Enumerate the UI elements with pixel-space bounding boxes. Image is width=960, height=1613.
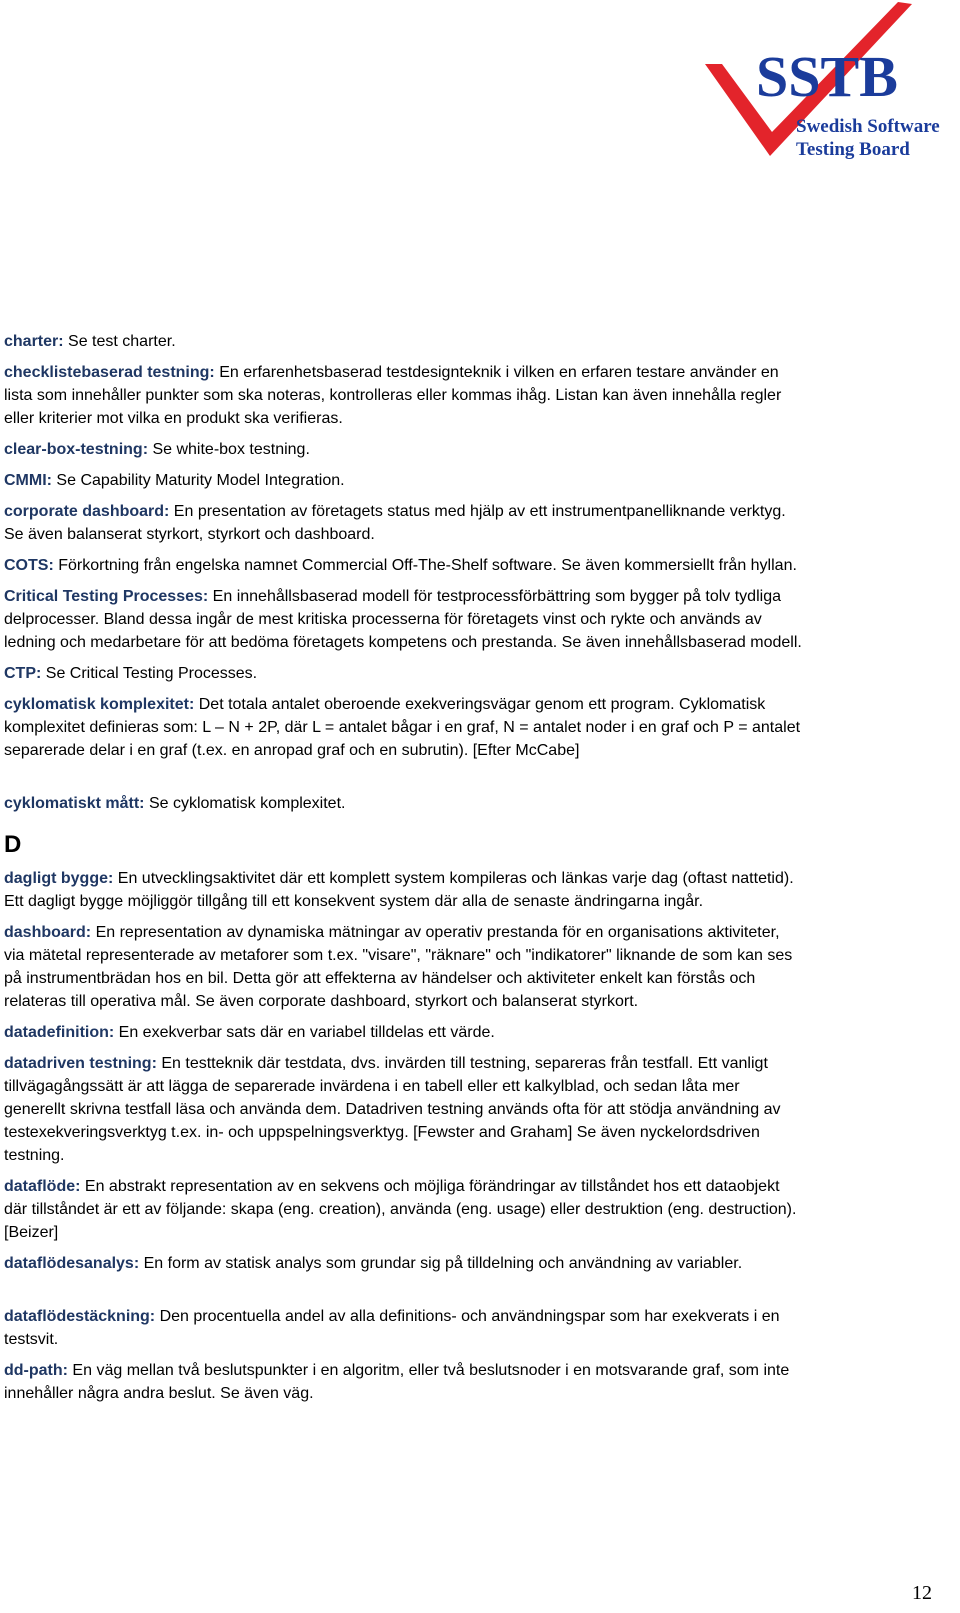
logo-subtitle-line2: Testing Board <box>796 139 910 160</box>
glossary-definition: Se test charter. <box>63 333 176 350</box>
glossary-definition: Se white-box testning. <box>148 441 310 458</box>
logo-subtitle-line1: Swedish Software <box>796 116 940 137</box>
glossary-term: datadefinition: <box>4 1024 115 1041</box>
glossary-entry <box>4 1175 804 1244</box>
glossary-entry <box>4 662 804 685</box>
glossary-term: checklistebaserad testning: <box>4 364 215 381</box>
glossary-term: clear-box-testning: <box>4 441 149 458</box>
glossary-entry <box>4 792 804 815</box>
glossary-term: datadriven testning: <box>4 1055 157 1072</box>
glossary-definition: En erfarenhetsbaserad testdesignteknik i vilken en erfaren testare använder en lista som innehåller punkter som ska noteras, kontrolleras eller kommas ihåg. Listan kan även innehålla regler eller kriterier mot vilka en produkt ska verifieras. <box>4 364 782 427</box>
glossary-term: dd-path: <box>4 1362 68 1379</box>
glossary-definition: En innehållsbaserad modell för testprocessförbättring som bygger på tolv tydliga delprocesser. Bland dessa ingår de mest kritiska processerna för företagets vinst och rykte och används av ledning och medarbetare för att bedöma företagets kompetens och prestanda. Se även innehållsbaserad modell. <box>4 588 802 651</box>
glossary-definition: Se Capability Maturity Model Integration. <box>51 472 345 489</box>
glossary-entry <box>4 500 804 546</box>
glossary-definition: Se Critical Testing Processes. <box>41 665 258 682</box>
logo-wordmark: SSTB <box>756 44 898 109</box>
glossary-entry <box>4 361 804 430</box>
glossary-term: CMMI: <box>4 472 52 489</box>
glossary-entry <box>4 330 804 353</box>
glossary-definition: En exekverbar sats där en variabel tilldelas ett värde. <box>114 1024 495 1041</box>
glossary-definition: En presentation av företagets status med hjälp av ett instrumentpanelliknande verktyg. Se även balanserat styrkort, styrkort och dashboard. <box>4 503 786 543</box>
glossary-entry <box>4 469 804 492</box>
glossary-definition: Det totala antalet oberoende exekveringsvägar genom ett program. Cyklomatisk komplexitet definieras som: L – N + 2P, där L = antalet bågar i en graf, N = antalet noder i en graf och P = antalet separerade delar i en graf (t.ex. en anropad graf och en subrutin). [Efter McCabe] <box>4 696 801 759</box>
glossary-entry <box>4 921 804 1013</box>
glossary-term: charter: <box>4 333 64 350</box>
glossary-entry <box>4 693 804 762</box>
glossary-content <box>4 330 804 1413</box>
glossary-term: corporate dashboard: <box>4 503 170 520</box>
glossary-entry <box>4 1305 804 1351</box>
sstb-logo-graphic <box>700 0 940 170</box>
glossary-term: cyklomatisk komplexitet: <box>4 696 195 713</box>
glossary-definition: En representation av dynamiska mätningar av operativ prestanda för en organisations aktiviteter, via mätetal representerade av metaforer som t.ex. "visare", "räknare" och "indikatorer" liknande de som kan ses på instrumentbrädan hos en bil. Detta gör att effekterna av händelser och aktiviteter enkelt kan förstås och relateras till operativa mål. Se även corporate dashboard, styrkort och balanserat styrkort. <box>4 924 793 1010</box>
glossary-term: Critical Testing Processes: <box>4 588 209 605</box>
glossary-entry <box>4 1021 804 1044</box>
glossary-entry <box>4 585 804 654</box>
glossary-term: dashboard: <box>4 924 92 941</box>
glossary-term: CTP: <box>4 665 42 682</box>
glossary-entry <box>4 1252 804 1275</box>
glossary-entry <box>4 1052 804 1167</box>
glossary-definition: En utvecklingsaktivitet där ett komplett system kompileras och länkas varje dag (oftast nattetid). Ett dagligt bygge möjliggör tillgång till ett konsekvent system där alla de senaste ändringarna ingår. <box>4 870 794 910</box>
glossary-definition: En abstrakt representation av en sekvens och möjliga förändringar av tillståndet hos ett dataobjekt där tillståndet är ett av följande: skapa (eng. creation), använda (eng. usage) eller destruktion (eng. destruction). [Beizer] <box>4 1178 797 1241</box>
sstb-logo <box>700 0 940 170</box>
glossary-definition: Förkortning från engelska namnet Commercial Off-The-Shelf software. Se även kommersiellt från hyllan. <box>53 557 797 574</box>
glossary-term: dataflödestäckning: <box>4 1308 156 1325</box>
glossary-definition: Se cyklomatisk komplexitet. <box>144 795 346 812</box>
glossary-entry <box>4 438 804 461</box>
glossary-term: dagligt bygge: <box>4 870 114 887</box>
glossary-definition: En väg mellan två beslutspunkter i en algoritm, eller två beslutsnoder i en motsvarande graf, som inte innehåller några andra beslut. Se även väg. <box>4 1362 790 1402</box>
glossary-term: dataflöde: <box>4 1178 81 1195</box>
glossary-definition: Den procentuella andel av alla definitions- och användningspar som har exekverats i en testsvit. <box>4 1308 780 1348</box>
glossary-term: COTS: <box>4 557 54 574</box>
glossary-definition: En form av statisk analys som grundar sig på tilldelning och användning av variabler. <box>139 1255 743 1272</box>
glossary-definition: En testteknik där testdata, dvs. invärden till testning, separeras från testfall. Ett vanligt tillvägagångssätt är att lägga de separerade invärdena i en tabell eller ett kalkylblad, och sedan låta mer generellt skrivna testfall läsa och använda dem. Datadriven testning används ofta för att stödja användning av testexekveringsverktyg t.ex. in- och uppspelningsverktyg. [Fewster and Graham] Se även nyckelordsdriven testning. <box>4 1055 781 1164</box>
glossary-entry <box>4 554 804 577</box>
glossary-entry <box>4 1359 804 1405</box>
glossary-term: dataflödesanalys: <box>4 1255 140 1272</box>
glossary-term: cyklomatiskt mått: <box>4 795 145 812</box>
glossary-entry <box>4 867 804 913</box>
page-number: 12 <box>912 1582 932 1604</box>
section-heading-d: D <box>4 831 22 858</box>
